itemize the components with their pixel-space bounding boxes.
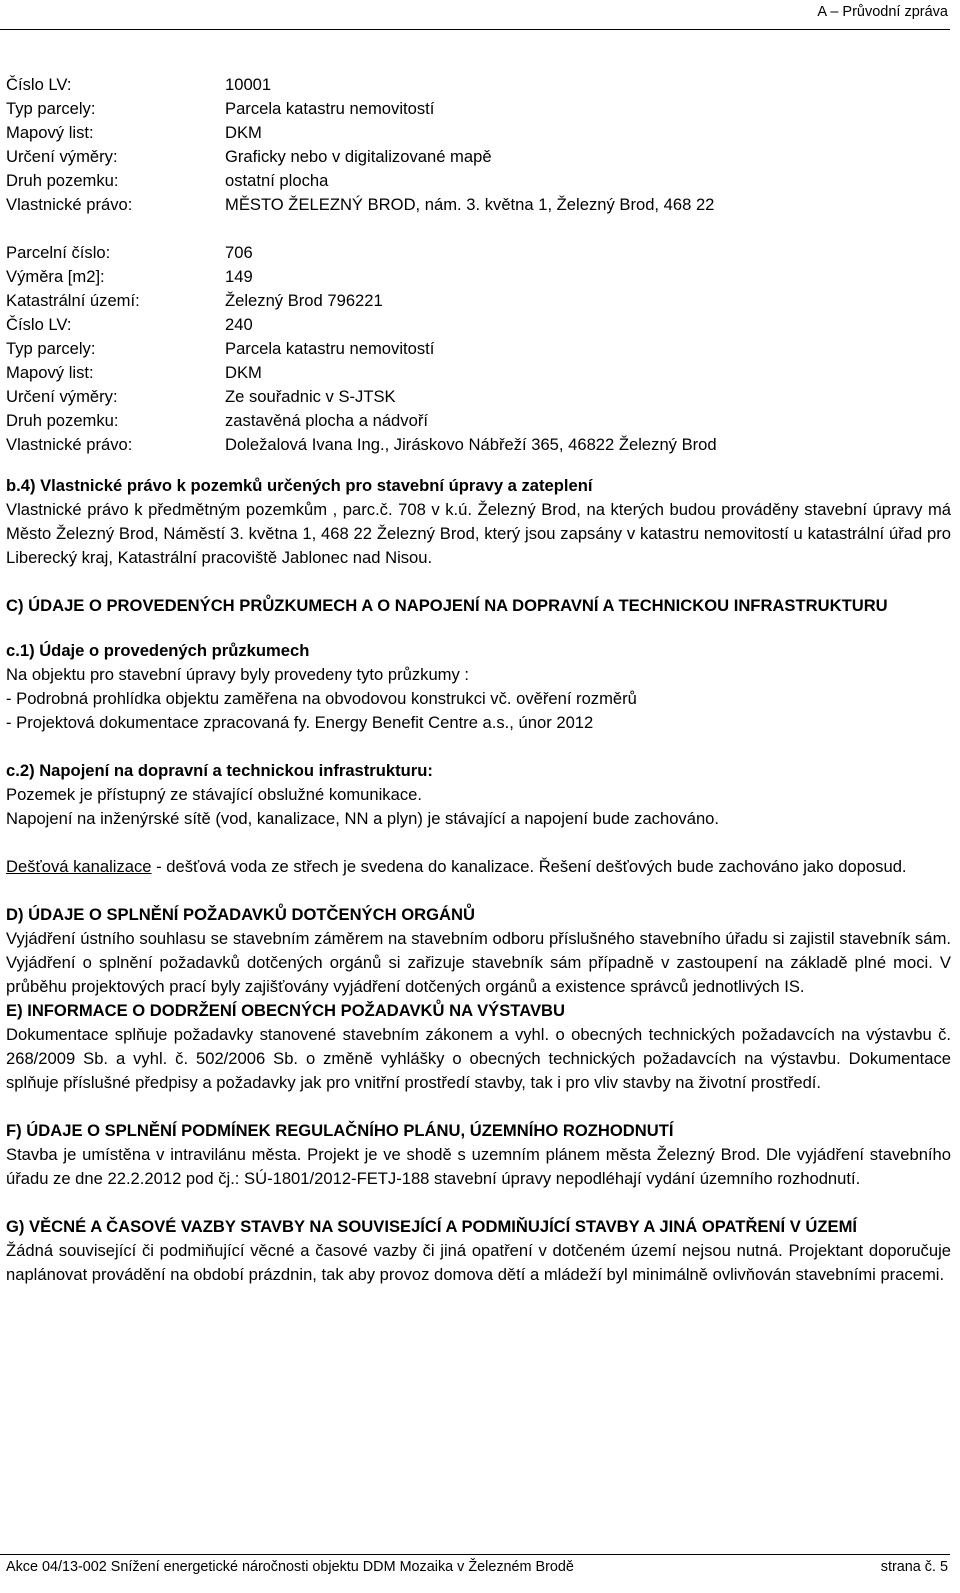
row-value: 10001 [225, 75, 272, 94]
parcel-1-row [6, 121, 951, 145]
section-c1-line: - Podrobná prohlídka objektu zaměřena na obvodovou konstrukci vč. ověření rozměrů [6, 689, 637, 708]
row-label: Mapový list: [6, 363, 94, 382]
parcel-2-row [6, 265, 951, 289]
row-value: DKM [225, 363, 262, 382]
row-label: Vlastnické právo: [6, 435, 133, 454]
parcel-1-table [6, 73, 951, 217]
row-label: Výměra [m2]: [6, 267, 105, 286]
row-value: zastavěná plocha a nádvoří [225, 411, 428, 430]
row-value: Železný Brod 796221 [225, 291, 383, 310]
row-value: Graficky nebo v digitalizované mapě [225, 147, 492, 166]
section-g-heading: G) VĚCNÉ A ČASOVÉ VAZBY STAVBY NA SOUVISEJÍCÍ A PODMIŇUJÍCÍ STAVBY A JINÁ OPATŘENÍ V ÚZEMÍ [6, 1217, 857, 1236]
section-c2-line: Napojení na inženýrské sítě (vod, kanalizace, NN a plyn) je stávající a napojení bude zachováno. [6, 809, 720, 828]
header-divider [0, 29, 950, 30]
parcel-2-row [6, 241, 951, 265]
document-body [6, 73, 951, 1287]
section-b4-text: Vlastnické právo k předmětným pozemkům , parc.č. 708 v k.ú. Železný Brod, na kterých budou prováděny stavební úpravy má Město Železný Brod, Náměstí 3. května 1, 468 22 Železný Brod, který jsou zapsány v katastru nemovitostí u katastrální úřad pro Liberecký kraj, Katastrální pracoviště Jablonec nad Nisou. [6, 500, 951, 567]
parcel-1-row [6, 145, 951, 169]
section-c2-heading: c.2) Napojení na dopravní a technickou infrastrukturu: [6, 761, 433, 780]
row-label: Určení výměry: [6, 387, 118, 406]
row-value: ostatní plocha [225, 171, 329, 190]
parcel-2-row [6, 409, 951, 433]
row-label: Typ parcely: [6, 339, 96, 358]
section-c-heading: C) ÚDAJE O PROVEDENÝCH PRŮZKUMECH A O NAPOJENÍ NA DOPRAVNÍ A TECHNICKOU INFRASTRUKTURU [6, 596, 888, 615]
section-c2-line: Pozemek je přístupný ze stávající obslužné komunikace. [6, 785, 422, 804]
footer-page-number: strana č. 5 [880, 1559, 948, 1575]
rain-drainage-paragraph [6, 855, 951, 879]
rain-drainage-label: Dešťová kanalizace [6, 857, 152, 876]
section-d-heading: D) ÚDAJE O SPLNĚNÍ POŽADAVKŮ DOTČENÝCH ORGÁNŮ [6, 905, 475, 924]
section-d-text: Vyjádření ústního souhlasu se stavebním záměrem na stavebním odboru příslušného stavebního úřadu si zajistil stavebník sám. Vyjádření o splnění požadavků dotčených orgánů si zařizuje stavebník sám případně v zastoupení na základě plné moci. V průběhu projektových prací byly zajišťovány vyjádření dotčených orgánů a existence správců jednotlivých IS. [6, 929, 951, 996]
row-label: Parcelní číslo: [6, 243, 111, 262]
row-label: Vlastnické právo: [6, 195, 133, 214]
section-c1-heading: c.1) Údaje o provedených průzkumech [6, 641, 310, 660]
row-value: 240 [225, 315, 253, 334]
parcel-2-table [6, 241, 951, 457]
parcel-1-row [6, 169, 951, 193]
row-value: Ze souřadnic v S-JTSK [225, 387, 396, 406]
parcel-2-row [6, 289, 951, 313]
section-g-text: Žádná související či podmiňující věcné a časové vazby či jiná opatření v dotčeném území nejsou nutná. Projektant doporučuje naplánovat provádění na období prázdnin, tak aby provoz domova dětí a mládeží byl minimálně ovlivňován stavebními pracemi. [6, 1241, 951, 1284]
row-label: Určení výměry: [6, 147, 118, 166]
footer-project-name: Akce 04/13-002 Snížení energetické náročnosti objektu DDM Mozaika v Železném Brodě [6, 1559, 574, 1575]
row-label: Číslo LV: [6, 315, 72, 334]
parcel-2-row [6, 361, 951, 385]
section-c1-line: Na objektu pro stavební úpravy byly provedeny tyto průzkumy : [6, 665, 470, 684]
parcel-2-row [6, 433, 951, 457]
rain-drainage-text: - dešťová voda ze střech je svedena do kanalizace. Řešení dešťových bude zachováno jako doposud. [151, 857, 907, 876]
parcel-2-row [6, 313, 951, 337]
section-f-heading: F) ÚDAJE O SPLNĚNÍ PODMÍNEK REGULAČNÍHO PLÁNU, ÚZEMNÍHO ROZHODNUTÍ [6, 1121, 674, 1140]
row-label: Typ parcely: [6, 99, 96, 118]
row-value: Doležalová Ivana Ing., Jiráskovo Nábřeží 365, 46822 Železný Brod [225, 435, 717, 454]
row-label: Číslo LV: [6, 75, 72, 94]
header-title: A – Průvodní zpráva [817, 4, 948, 20]
section-e-heading: E) INFORMACE O DODRŽENÍ OBECNÝCH POŽADAVKŮ NA VÝSTAVBU [6, 1001, 565, 1020]
row-value: 149 [225, 267, 253, 286]
row-label: Katastrální území: [6, 291, 140, 310]
row-value: Parcela katastru nemovitostí [225, 339, 435, 358]
row-value: 706 [225, 243, 253, 262]
section-f-text: Stavba je umístěna v intravilánu města. Projekt je ve shodě s uzemním plánem města Železný Brod. Dle vyjádření stavebního úřadu ze dne 22.2.2012 pod čj.: SÚ-1801/2012-FETJ-188 stavební úpravy nepodléhají vydání územního rozhodnutí. [6, 1145, 951, 1188]
parcel-1-row [6, 97, 951, 121]
row-value: DKM [225, 123, 262, 142]
section-c1-line: - Projektová dokumentace zpracovaná fy. Energy Benefit Centre a.s., únor 2012 [6, 713, 594, 732]
parcel-1-row [6, 73, 951, 97]
row-label: Druh pozemku: [6, 171, 119, 190]
section-b4-heading: b.4) Vlastnické právo k pozemků určených pro stavební úpravy a zateplení [6, 476, 593, 495]
row-value: MĚSTO ŽELEZNÝ BROD, nám. 3. května 1, Železný Brod, 468 22 [225, 195, 715, 214]
parcel-2-row [6, 337, 951, 361]
row-value: Parcela katastru nemovitostí [225, 99, 435, 118]
parcel-1-row [6, 193, 951, 217]
footer-divider [0, 1554, 950, 1555]
row-label: Druh pozemku: [6, 411, 119, 430]
section-e-text: Dokumentace splňuje požadavky stanovené stavebním zákonem a vyhl. o obecných technických požadavcích na výstavbu č. 268/2009 Sb. a vyhl. č. 502/2006 Sb. o změně vyhlášky o obecných technických požadavcích na výstavbu. Dokumentace splňuje příslušné předpisy a požadavky jak pro vnitřní prostředí stavby, tak i pro vliv stavby na životní prostředí. [6, 1025, 951, 1092]
row-label: Mapový list: [6, 123, 94, 142]
parcel-2-row [6, 385, 951, 409]
